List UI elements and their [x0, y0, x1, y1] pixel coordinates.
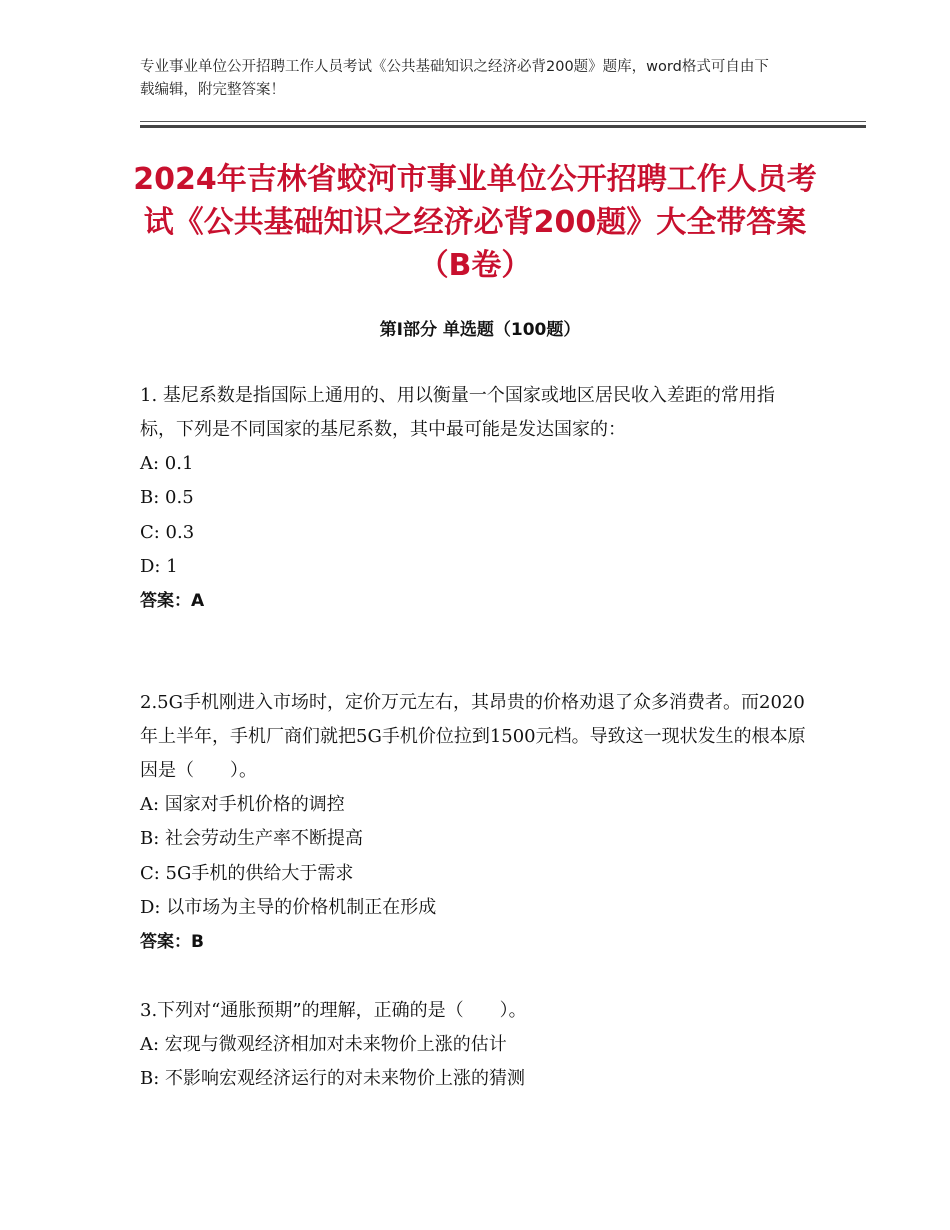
option-d: D: 1 — [140, 555, 178, 577]
answer: 答案：A — [140, 591, 205, 612]
section-title: 第I部分 单选题（100题） — [379, 320, 581, 340]
question-text: 3.下列对“通胀预期”的理解，正确的是（ ）。 — [140, 1000, 527, 1021]
main-title: 2024年吉林省蛟河市事业单位公开招聘工作人员考试《公共基础知识之经济必背200题》大全带答案（B卷） — [133, 162, 817, 283]
question-3 — [140, 994, 810, 1097]
option-c: C: 0.3 — [140, 521, 195, 543]
option-a: A: 0.1 — [140, 453, 194, 474]
option-b: B: 社会劳动生产率不断提高 — [140, 828, 364, 850]
question-1 — [140, 379, 810, 618]
question-text: 2.5G手机刚进入市场时，定价万元左右，其昂贵的价格劝退了众多消费者。而2020年上半年，手机厂商们就把5G手机价位拉到1500元档。导致这一现状发生的根本原因是（ ）。 — [140, 692, 806, 781]
option-a: A: 国家对手机价格的调控 — [140, 794, 345, 815]
question-2 — [140, 686, 810, 959]
header-rule-thick — [140, 125, 866, 128]
option-c: C: 5G手机的供给大于需求 — [140, 862, 354, 884]
option-b: B: 0.5 — [140, 487, 194, 509]
option-a: A: 宏现与微观经济相加对未来物价上涨的估计 — [140, 1034, 507, 1055]
header-note: 专业事业单位公开招聘工作人员考试《公共基础知识之经济必背200题》题库，word格式可自由下载编辑，附完整答案！ — [140, 59, 769, 98]
answer: 答案：B — [140, 932, 204, 953]
option-b: B: 不影响宏观经济运行的对未来物价上涨的猜测 — [140, 1068, 526, 1090]
option-d: D: 以市场为主导的价格机制正在形成 — [140, 896, 437, 918]
question-text: 1. 基尼系数是指国际上通用的、用以衡量一个国家或地区居民收入差距的常用指标，下列是不同国家的基尼系数，其中最可能是发达国家的： — [140, 385, 775, 440]
header-rule-thin — [140, 121, 866, 122]
